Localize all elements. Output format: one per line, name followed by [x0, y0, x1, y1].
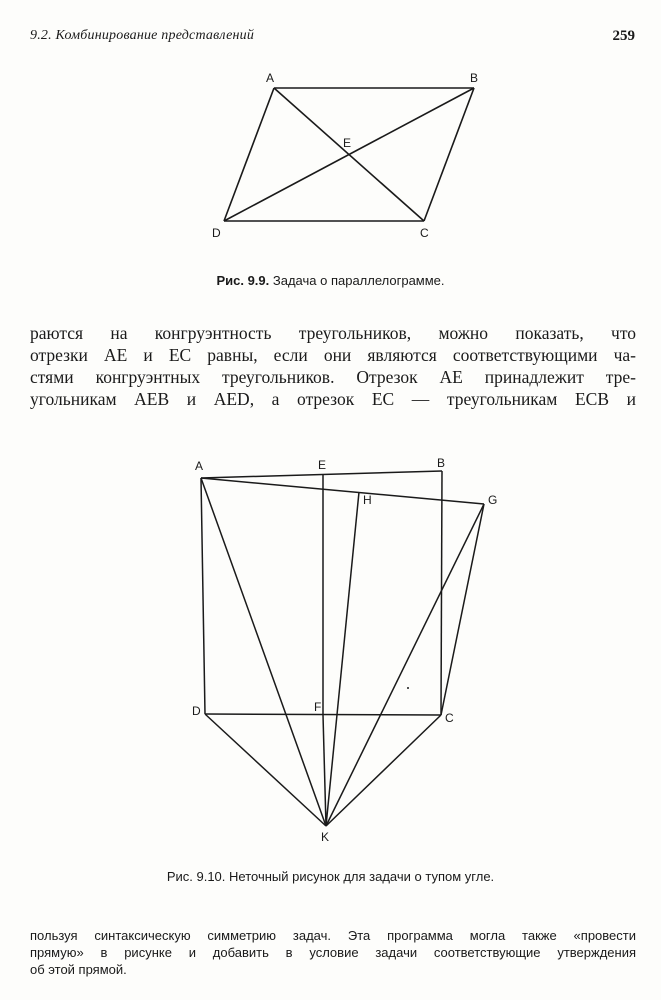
- body-line: стями конгруэнтных треугольников. Отрезок AE принадлежит тре-: [30, 367, 636, 387]
- body-line: отрезки AE и EC равны, если они являются соответствующими ча-: [30, 345, 636, 365]
- label-f: F: [314, 700, 322, 714]
- label-e: E: [318, 458, 327, 472]
- label-c: C: [445, 711, 454, 725]
- diagonal-bd: [224, 88, 474, 221]
- edge-da: [201, 478, 205, 714]
- closing-paragraph: [30, 927, 636, 978]
- body-line: угольникам AEB и AED, а отрезок EC — треугольникам ECB и: [30, 389, 636, 409]
- closing-line: пользуя синтаксическую симметрию задач. Эта программа могла также «провести: [30, 928, 636, 943]
- caption-number: Рис. 9.10.: [166, 869, 226, 884]
- label-b: B: [470, 71, 479, 85]
- label-d: D: [192, 704, 201, 718]
- segment-ck: [326, 715, 441, 826]
- figure-9-10-caption: [0, 869, 661, 884]
- label-a: A: [195, 459, 204, 473]
- caption-text: Задача о параллелограмме.: [269, 273, 445, 288]
- label-e: E: [343, 136, 352, 150]
- label-c: C: [420, 226, 429, 240]
- page-number: 259: [612, 28, 635, 44]
- label-d: D: [212, 226, 221, 240]
- segment-gk: [326, 504, 484, 826]
- label-h: H: [363, 493, 372, 507]
- stray-dot: [407, 687, 409, 689]
- edge-bc: [424, 88, 474, 221]
- label-g: G: [488, 493, 498, 507]
- running-header-title: 9.2. Комбинирование представлений: [30, 28, 255, 43]
- closing-line: прямую» в рисунке и добавить в условие задачи соответствующие утверждения: [30, 945, 636, 960]
- figure-parallelogram: [0, 0, 661, 250]
- label-k: K: [321, 830, 330, 844]
- label-a: A: [266, 71, 275, 85]
- figure-9-9-caption: [0, 273, 661, 288]
- segment-gc: [441, 504, 484, 715]
- body-line: раются на конгруэнтность треугольников, можно показать, что: [30, 323, 636, 343]
- figure-obtuse-angle: [0, 440, 661, 860]
- segment-ek: [323, 715, 326, 826]
- body-paragraph: [30, 322, 636, 410]
- caption-number: Рис. 9.9.: [216, 273, 270, 288]
- segment-hk: [326, 492, 359, 826]
- edge-ab: [201, 471, 442, 478]
- label-b: B: [437, 456, 446, 470]
- closing-line: об этой прямой.: [30, 962, 127, 977]
- edge-da: [224, 88, 274, 221]
- segment-ak: [201, 478, 326, 826]
- segment-dk: [205, 714, 326, 826]
- caption-text: Неточный рисунок для задачи о тупом угле.: [225, 869, 495, 884]
